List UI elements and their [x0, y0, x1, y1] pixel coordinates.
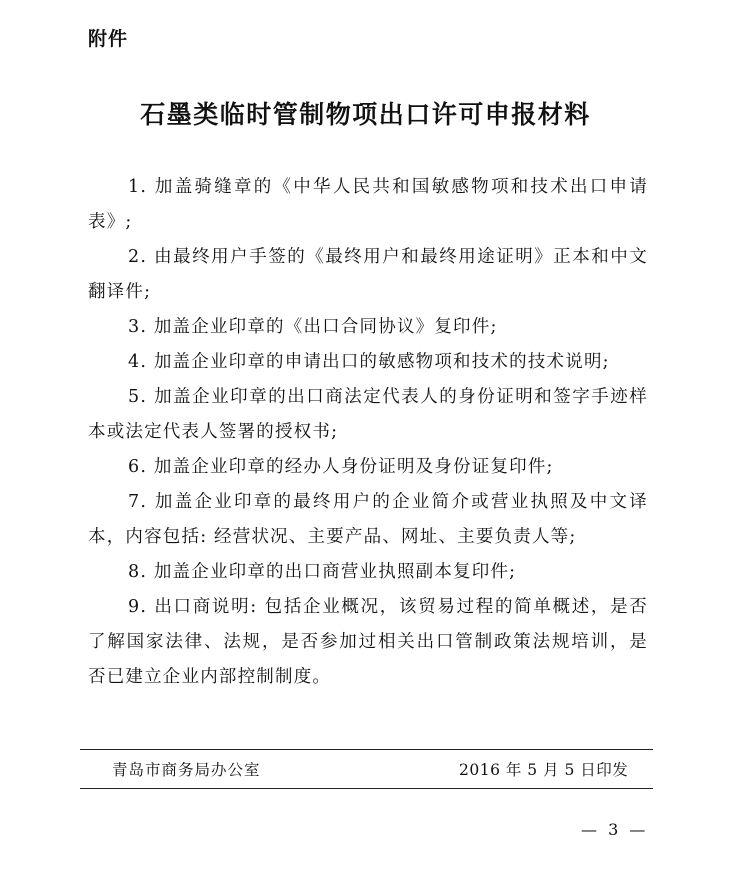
list-item: 1. 加盖骑缝章的《中华人民共和国敏感物项和技术出口申请表》; — [88, 177, 648, 232]
issuer-office: 青岛市商务局办公室 — [112, 761, 261, 779]
list-item: 4. 加盖企业印章的申请出口的敏感物项和技术的技术说明; — [128, 352, 610, 372]
page-number: — 3 — — [581, 820, 649, 839]
list-item: 3. 加盖企业印章的《出口合同协议》复印件; — [128, 317, 498, 337]
list-item: 7. 加盖企业印章的最终用户的企业简介或营业执照及中文译本，内容包括: 经营状况、主要产品、网址、主要负责人等; — [88, 492, 648, 547]
list-item: 8. 加盖企业印章的出口商营业执照副本复印件; — [128, 562, 517, 582]
issue-date: 2016 年 5 月 5 日印发 — [459, 761, 629, 779]
list-item: 6. 加盖企业印章的经办人身份证明及身份证复印件; — [128, 457, 554, 477]
attachment-label: 附件 — [88, 28, 129, 50]
requirements-list — [88, 170, 648, 695]
list-item: 5. 加盖企业印章的出口商法定代表人的身份证明和签字手迹样本或法定代表人签署的授权书; — [88, 387, 648, 442]
footer-divider-bottom — [80, 788, 653, 789]
footer-divider-top — [80, 749, 653, 750]
document-title: 石墨类临时管制物项出口许可申报材料 — [140, 100, 591, 129]
list-item: 9. 出口商说明: 包括企业概况，该贸易过程的简单概述，是否了解国家法律、法规，是否参加过相关出口管制政策法规培训，是否已建立企业内部控制制度。 — [88, 597, 648, 687]
list-item: 2. 由最终用户手签的《最终用户和最终用途证明》正本和中文翻译件; — [88, 247, 648, 302]
